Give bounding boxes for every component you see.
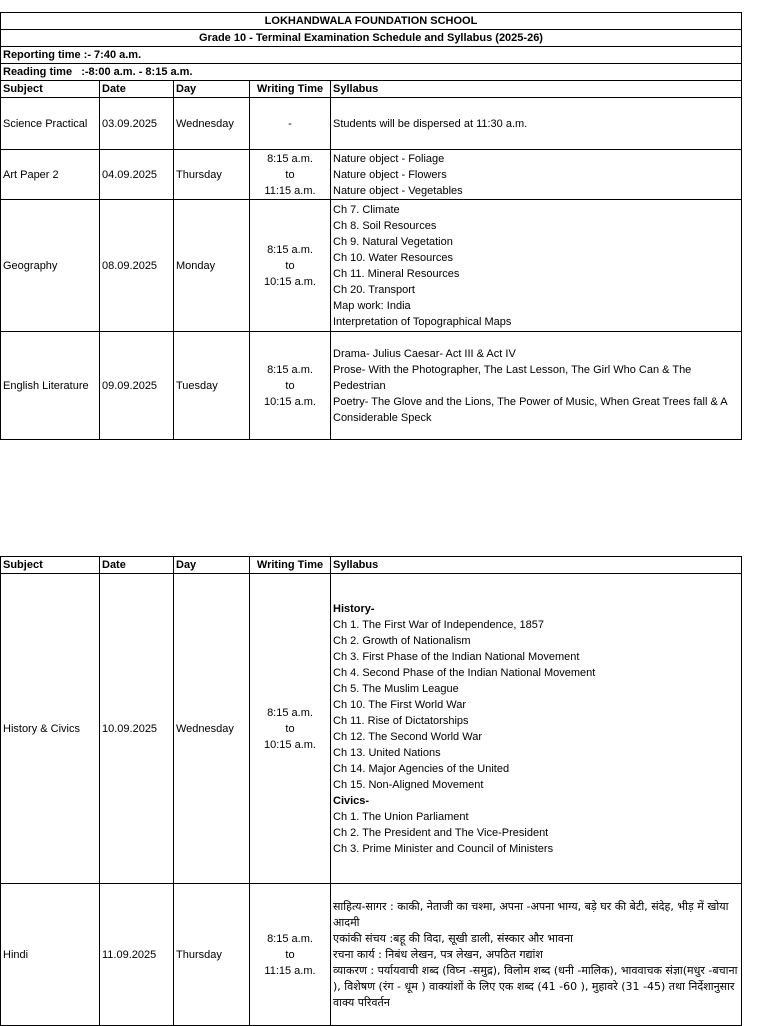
date-cell: 04.09.2025	[100, 150, 174, 200]
day-cell: Tuesday	[174, 332, 250, 440]
syllabus-line: Poetry- The Glove and the Lions, The Power of Music, When Great Trees fall & A Considerable Speck	[333, 395, 727, 424]
day-cell: Thursday	[174, 150, 250, 200]
time-line: 8:15 a.m.	[267, 152, 313, 165]
syllabus-line: साहित्य-सागर : काकी, नेताजी का चश्मा, अपना -अपना भाग्य, बड़े घर की बेटी, संदेह, भीड़ में खोया आदमी	[333, 899, 729, 929]
syllabus-line: Ch 15. Non-Aligned Movement	[333, 778, 484, 791]
time-cell	[250, 200, 331, 332]
header-syllabus: Syllabus	[331, 557, 742, 574]
header-date: Date	[100, 81, 174, 98]
syllabus-line: Ch 1. The Union Parliament	[333, 810, 469, 823]
time-line: to	[285, 259, 295, 272]
time-line: -	[288, 117, 292, 130]
header-writing-time: Writing Time	[250, 557, 331, 574]
time-line: to	[285, 379, 295, 392]
time-line: 8:15 a.m.	[267, 243, 313, 256]
syllabus-line: Students will be dispersed at 11:30 a.m.	[333, 117, 528, 130]
time-line: 10:15 a.m.	[264, 275, 316, 288]
syllabus-line: Ch 9. Natural Vegetation	[333, 235, 453, 248]
schedule-table-2	[0, 556, 742, 1026]
table-row	[1, 574, 742, 884]
header-day: Day	[174, 557, 250, 574]
syllabus-line: Ch 10. Water Resources	[333, 251, 454, 264]
time-line: to	[285, 948, 295, 961]
syllabus-line: रचना कार्य : निबंध लेखन, पत्र लेखन, अपठित गद्यांश	[333, 947, 543, 961]
syllabus-line: Ch 14. Major Agencies of the United	[333, 762, 510, 775]
syllabus-line: Prose- With the Photographer, The Last Lesson, The Girl Who Can & The Pedestrian	[333, 363, 692, 392]
syllabus-cell	[331, 200, 742, 332]
subject-cell: Geography	[1, 200, 100, 332]
reading-time: Reading time :-8:00 a.m. - 8:15 a.m.	[1, 64, 742, 81]
syllabus-line: Ch 3. First Phase of the Indian National Movement	[333, 650, 580, 663]
syllabus-line: व्याकरण : पर्यायवाची शब्द (विघ्न -समुद्र), विलोम शब्द (धनी -मालिक), भाववाचक संज्ञा(मधुर -बचाना ), विशेषण (रंग - धूम ) वाक्यांशों के लिए एक शब्द (41 -60 ), मुहावरे (31 -45) तथा निर्देशानुसार वाक्य परिवर्तन	[333, 963, 738, 1009]
time-line: 10:15 a.m.	[264, 738, 316, 751]
syllabus-line: Ch 7. Climate	[333, 203, 400, 216]
subject-cell: Art Paper 2	[1, 150, 100, 200]
table-row	[1, 884, 742, 1026]
syllabus-line: Ch 8. Soil Resources	[333, 219, 437, 232]
date-cell: 11.09.2025	[100, 884, 174, 1026]
time-cell	[250, 884, 331, 1026]
time-line: to	[285, 168, 295, 181]
syllabus-line: Ch 3. Prime Minister and Council of Ministers	[333, 842, 554, 855]
table-row	[1, 98, 742, 150]
syllabus-line: Ch 4. Second Phase of the Indian National Movement	[333, 666, 596, 679]
subject-cell: Hindi	[1, 884, 100, 1026]
syllabus-line: Nature object - Foliage	[333, 152, 445, 165]
syllabus-cell	[331, 884, 742, 1026]
time-line: to	[285, 722, 295, 735]
day-cell: Wednesday	[174, 98, 250, 150]
syllabus-line: Ch 11. Rise of Dictatorships	[333, 714, 469, 727]
day-cell: Monday	[174, 200, 250, 332]
time-line: 11:15 a.m.	[264, 184, 316, 197]
time-cell	[250, 332, 331, 440]
history-heading: History-	[333, 602, 375, 615]
time-line: 10:15 a.m.	[264, 395, 316, 408]
table-row	[1, 332, 742, 440]
reporting-time: Reporting time :- 7:40 a.m.	[1, 47, 742, 64]
header-subject: Subject	[1, 557, 100, 574]
syllabus-cell	[331, 98, 742, 150]
time-line: 11:15 a.m.	[264, 964, 316, 977]
syllabus-line: Ch 10. The First World War	[333, 698, 467, 711]
time-cell	[250, 98, 331, 150]
header-date: Date	[100, 557, 174, 574]
syllabus-line: Ch 1. The First War of Independence, 1857	[333, 618, 544, 631]
time-line: 8:15 a.m.	[267, 932, 313, 945]
subject-cell: English Literature	[1, 332, 100, 440]
syllabus-line: Nature object - Vegetables	[333, 184, 463, 197]
date-cell: 03.09.2025	[100, 98, 174, 150]
time-cell	[250, 574, 331, 884]
table-row	[1, 150, 742, 200]
syllabus-line: Interpretation of Topographical Maps	[333, 315, 512, 328]
schedule-table-1	[0, 12, 742, 440]
header-day: Day	[174, 81, 250, 98]
syllabus-line: Ch 12. The Second World War	[333, 730, 482, 743]
syllabus-cell	[331, 150, 742, 200]
syllabus-line: Ch 20. Transport	[333, 283, 415, 296]
time-line: 8:15 a.m.	[267, 363, 313, 376]
table-row	[1, 200, 742, 332]
civics-heading: Civics-	[333, 794, 370, 807]
syllabus-line: Ch 2. The President and The Vice-President	[333, 826, 549, 839]
time-cell	[250, 150, 331, 200]
syllabus-cell	[331, 332, 742, 440]
header-subject: Subject	[1, 81, 100, 98]
syllabus-line: Drama- Julius Caesar- Act III & Act IV	[333, 347, 516, 360]
date-cell: 09.09.2025	[100, 332, 174, 440]
subject-cell: Science Practical	[1, 98, 100, 150]
syllabus-line: Ch 13. United Nations	[333, 746, 441, 759]
syllabus-line: Nature object - Flowers	[333, 168, 447, 181]
page-title: Grade 10 - Terminal Examination Schedule and Syllabus (2025-26)	[1, 30, 742, 47]
syllabus-line: Map work: India	[333, 299, 411, 312]
day-cell: Wednesday	[174, 574, 250, 884]
date-cell: 10.09.2025	[100, 574, 174, 884]
day-cell: Thursday	[174, 884, 250, 1026]
syllabus-cell	[331, 574, 742, 884]
school-name: LOKHANDWALA FOUNDATION SCHOOL	[1, 13, 742, 30]
header-syllabus: Syllabus	[331, 81, 742, 98]
date-cell: 08.09.2025	[100, 200, 174, 332]
syllabus-line: एकांकी संचय :बहू की विदा, सूखी डाली, संस्कार और भावना	[333, 931, 573, 945]
header-writing-time: Writing Time	[250, 81, 331, 98]
syllabus-line: Ch 5. The Muslim League	[333, 682, 459, 695]
syllabus-line: Ch 11. Mineral Resources	[333, 267, 460, 280]
time-line: 8:15 a.m.	[267, 706, 313, 719]
subject-cell: History & Civics	[1, 574, 100, 884]
syllabus-line: Ch 2. Growth of Nationalism	[333, 634, 471, 647]
